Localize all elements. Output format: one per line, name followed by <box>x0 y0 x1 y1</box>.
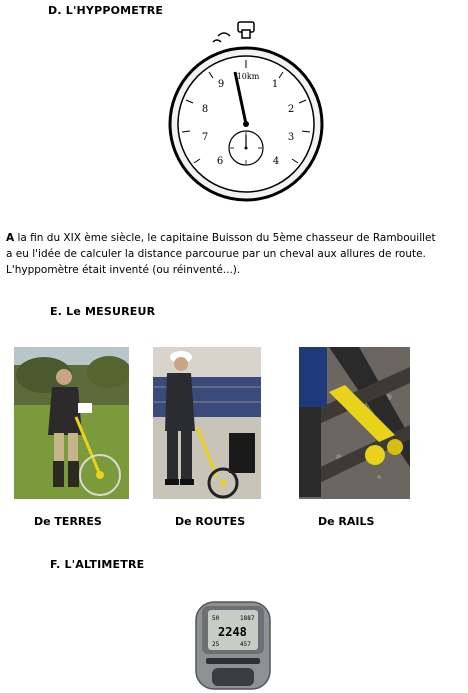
caption-routes: De ROUTES <box>175 515 246 528</box>
paragraph-line: a eu l'idée de calculer la distance parcourue par un cheval aux allures de route. <box>6 248 426 260</box>
altimeter-readout: 457 <box>240 641 251 648</box>
dial-number: 6 <box>216 156 224 167</box>
caption-terres: De TERRES <box>34 515 102 528</box>
dial-number: 2 <box>287 104 295 115</box>
mesureur-terres-photo <box>14 347 129 499</box>
mesureur-rails-photo <box>299 347 410 499</box>
hyppometre-image <box>168 20 324 206</box>
dial-number: 3 <box>287 132 295 143</box>
dial-number: 9 <box>217 79 225 90</box>
altimeter-readout: 25 <box>212 641 220 648</box>
altimeter-readout: 50 <box>212 615 220 622</box>
dial-number: 7 <box>201 132 209 143</box>
dial-number: 4 <box>272 156 280 167</box>
altimeter-readout: 1887 <box>240 615 255 622</box>
drop-cap: A <box>6 232 15 244</box>
altimetre-image <box>192 600 274 691</box>
section-title-mesureur: E. Le MESUREUR <box>50 305 156 318</box>
caption-rails: De RAILS <box>318 515 375 528</box>
section-title-altimetre: F. L'ALTIMETRE <box>50 558 145 571</box>
altimeter-main-readout: 2248 <box>218 625 247 639</box>
dial-label: 10km <box>236 72 260 81</box>
paragraph-line: la fin du XIX ème siècle, le capitaine Buisson du 5ème chasseur de Rambouillet <box>17 232 436 244</box>
dial-number: 1 <box>271 79 279 90</box>
paragraph-line: L'hyppomètre était inventé (ou réinventé...). <box>6 264 241 276</box>
dial-number: 8 <box>201 104 209 115</box>
mesureur-routes-photo <box>153 347 261 499</box>
hyppometre-paragraph <box>6 230 466 278</box>
section-title-hyppometre: D. L'HYPPOMETRE <box>48 4 164 17</box>
